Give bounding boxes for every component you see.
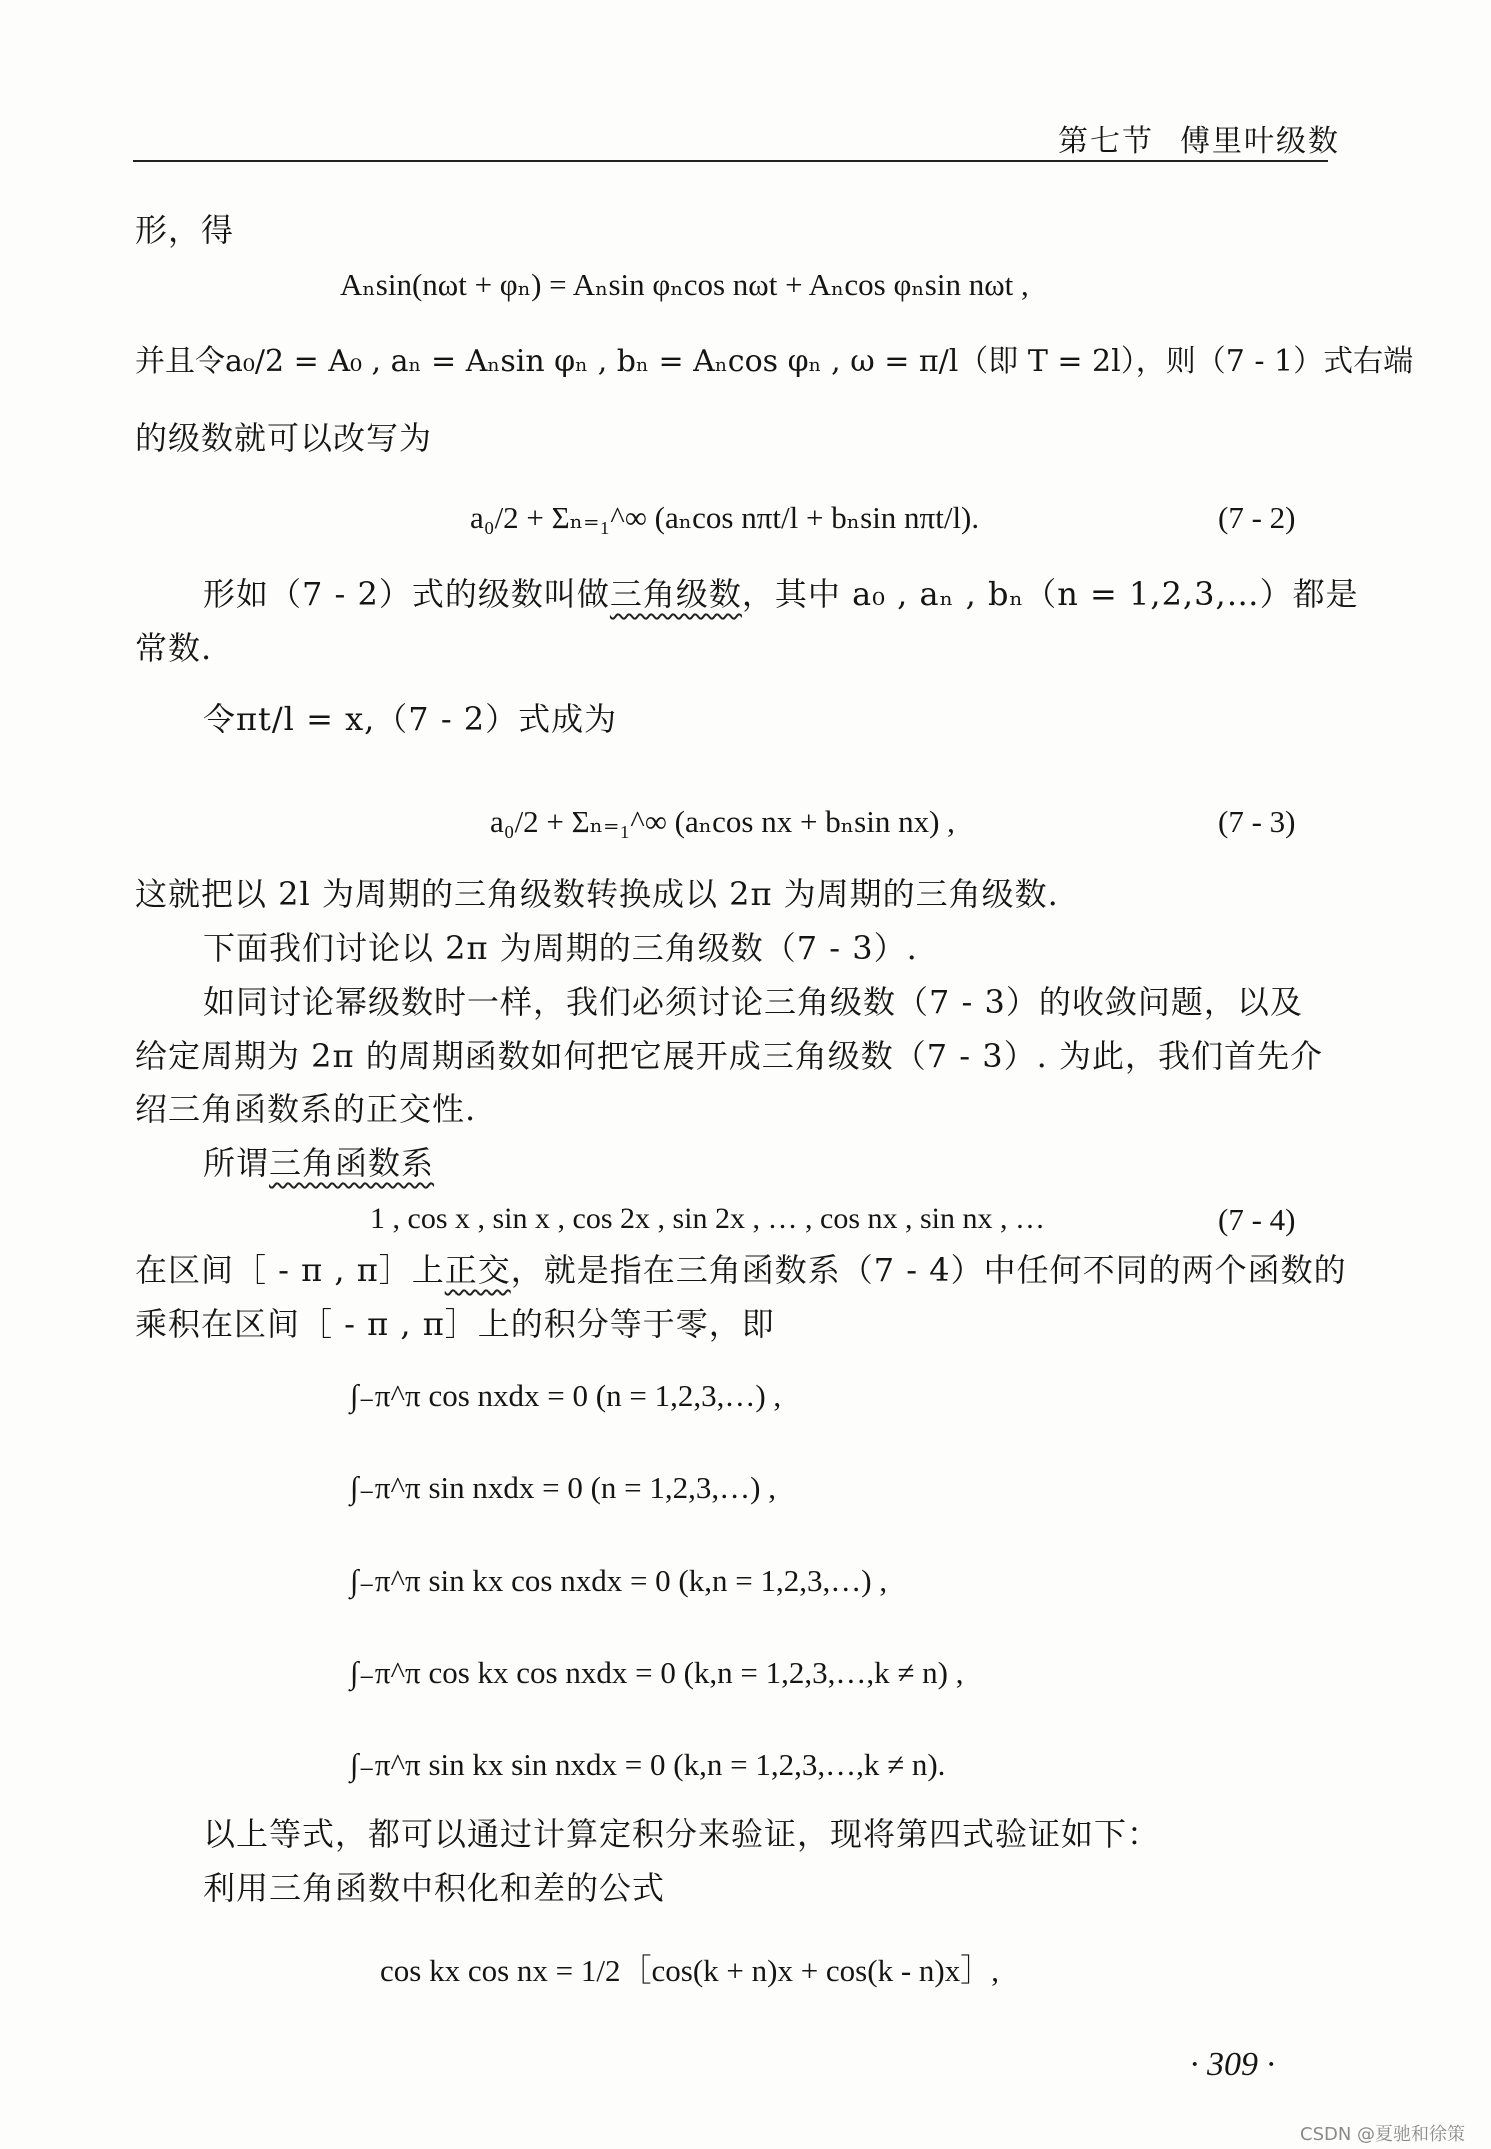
paragraph-line: 常数. [135, 629, 213, 667]
equation: Aₙsin(nωt + φₙ) = Aₙsin φₙcos nωt + Aₙcos φₙsin nωt , [340, 267, 1029, 302]
paragraph-line: 形，得 [135, 211, 235, 249]
text-run: ，其中 a₀ , aₙ , bₙ（n = 1,2,3,…）都是 [741, 575, 1359, 613]
term-trigonometric-series: 三角级数 [609, 575, 742, 613]
integral-equation: ∫₋π^π sin nxdx = 0 (n = 1,2,3,…) , [350, 1470, 776, 1505]
paragraph-line: 这就把以 2l 为周期的三角级数转换成以 2π 为周期的三角级数. [135, 875, 1059, 913]
integral-equation: ∫₋π^π sin kx sin nxdx = 0 (k,n = 1,2,3,…,k ≠ n). [350, 1747, 946, 1782]
paragraph-line: 以上等式，都可以通过计算定积分来验证，现将第四式验证如下： [203, 1815, 1161, 1853]
integral-equation: ∫₋π^π sin kx cos nxdx = 0 (k,n = 1,2,3,…) , [350, 1563, 888, 1598]
text-run: ，就是指在三角函数系（7 - 4）中任何不同的两个函数的 [510, 1251, 1347, 1289]
header-rule [133, 160, 1328, 162]
paragraph-line: 的级数就可以改写为 [135, 419, 433, 457]
paragraph-line: 如同讨论幂级数时一样，我们必须讨论三角级数（7 - 3）的收敛问题，以及 [203, 983, 1303, 1021]
header-section: 第七节 [1058, 124, 1154, 159]
paragraph-line: 下面我们讨论以 2π 为周期的三角级数（7 - 3）. [203, 929, 918, 967]
equation-label: (7 - 2) [1218, 500, 1296, 535]
equation-product-to-sum: cos kx cos nx = 1/2［cos(k + n)x + cos(k - n)x］, [380, 1953, 999, 1988]
text-run: 形如（7 - 2）式的级数叫做 [203, 575, 610, 613]
paragraph-line: 利用三角函数中积化和差的公式 [203, 1869, 666, 1907]
header-title: 傅里叶级数 [1180, 124, 1340, 159]
equation-label: (7 - 4) [1218, 1202, 1296, 1237]
term-trig-function-system: 三角函数系 [269, 1144, 435, 1182]
page-number: · 309 · [1190, 2046, 1275, 2083]
paragraph-line: 乘积在区间［ - π , π］上的积分等于零，即 [135, 1305, 775, 1343]
paragraph-line [135, 1251, 1347, 1289]
paragraph-line [203, 1144, 435, 1182]
text-run: 所谓 [203, 1144, 270, 1182]
paragraph-line: 并且令a₀/2 = A₀ , aₙ = Aₙsin φₙ , bₙ = Aₙcos φₙ , ω = π/l（即 T = 2l），则（7 - 1）式右端 [135, 344, 1414, 379]
equation-label: (7 - 3) [1218, 804, 1296, 839]
paragraph-line: 令πt/l = x,（7 - 2）式成为 [203, 700, 618, 738]
equation-7-2: a₀/2 + Σₙ₌₁^∞ (aₙcos nπt/l + bₙsin nπt/l). [470, 500, 980, 535]
paragraph-line: 给定周期为 2π 的周期函数如何把它展开成三角级数（7 - 3）. 为此，我们首先介 [135, 1037, 1323, 1075]
paragraph-line: 绍三角函数系的正交性. [135, 1090, 477, 1128]
integral-equation: ∫₋π^π cos nxdx = 0 (n = 1,2,3,…) , [350, 1378, 782, 1413]
equation-7-3: a₀/2 + Σₙ₌₁^∞ (aₙcos nx + bₙsin nx) , [490, 804, 955, 839]
term-orthogonal: 正交 [444, 1251, 511, 1289]
text-run: 在区间［ - π , π］上 [135, 1251, 445, 1289]
watermark: CSDN @夏驰和徐策 [1300, 2124, 1466, 2145]
paragraph-line [203, 575, 1359, 613]
equation-7-4: 1 , cos x , sin x , cos 2x , sin 2x , … , cos nx , sin nx , … [370, 1202, 1045, 1235]
integral-equation: ∫₋π^π cos kx cos nxdx = 0 (k,n = 1,2,3,…,k ≠ n) , [350, 1655, 964, 1690]
